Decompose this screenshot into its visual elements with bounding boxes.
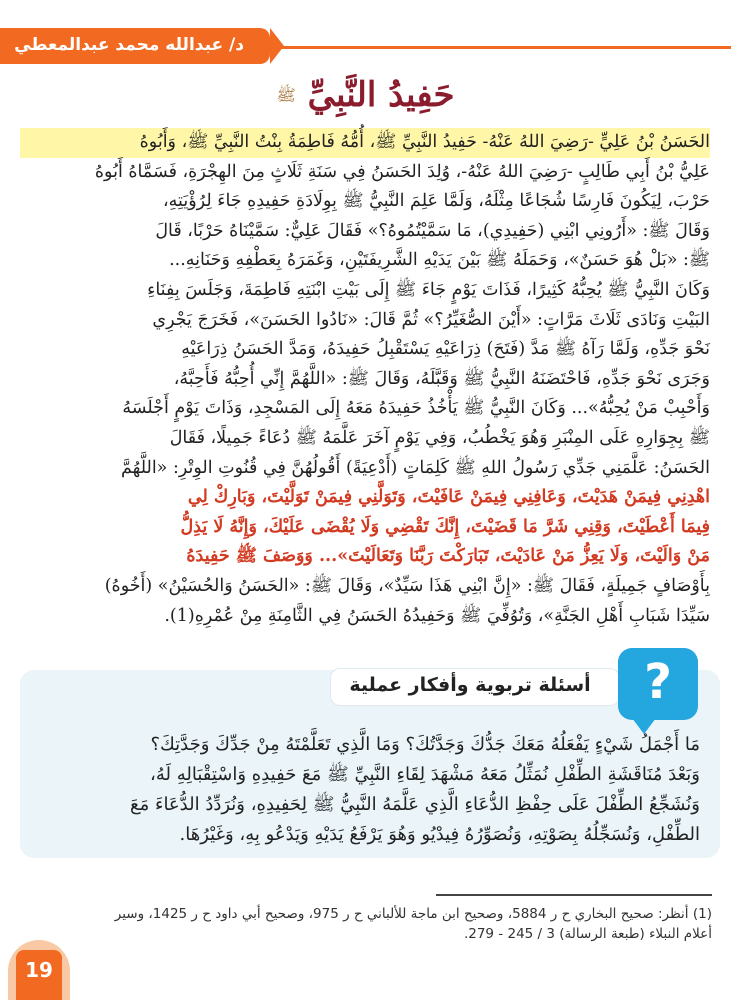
paragraph-line: الحَسَنُ بْنُ عَلِيٍّ -رَضِيَ اللهُ عَنْهُ- حَفِيدُ النَّبِيِّ ﷺ، أُمُّهُ فَاطِمَةُ بِنْتُ النَّبِيِّ ﷺ، وَأَبُوهُ [20, 128, 710, 158]
paragraph-line: ﷺ بِجِوَارِهِ عَلَى المِنْبَرِ وَهُوَ يَخْطُبُ، وَفِي يَوْمٍ آخَرَ عَلَّمَهُ ﷺ دُعَاءً جَمِيلًا، فَقَالَ [169, 427, 710, 448]
questions-title: أسئلة تربوية وأفكار عملية [349, 674, 591, 696]
paragraph-line: حَرْبَ، لِيَكُونَ فَارِسًا شُجَاعًا مِثْلَهُ، وَلَمَّا عَلِمَ النَّبِيُّ ﷺ بِوِلَادَةِ حَفِيدِهِ جَاءَ لِرُؤْيَتِهِ، [163, 191, 710, 212]
paragraph-line: وَجَرَى نَحْوَ جَدِّهِ، فَاحْتَضَنَهُ النَّبِيُّ ﷺ وَقَبَّلَهُ، وَقَالَ ﷺ: «اللَّهُمَّ إِنِّي أُحِبُّهُ فَأَحِبَّهُ، [173, 368, 710, 389]
header-rule [270, 46, 731, 49]
question-line: الطِّفْلِ، وَنُسَجِّلُهُ بِصَوْتِهِ، وَنُصَوِّرُهُ فِيدْيُو وَهُوَ يَرْفَعُ يَدَيْهِ وَيَدْعُو بِهِ، وَغَيْرُهَا. [179, 824, 700, 845]
paragraph-line: وَقَالَ ﷺ: «أَرُونِي ابْنِي (حَفِيدِي)، مَا سَمَّيْتُمُوهُ؟» فَقَالَ عَلِيٌّ: سَمَّيْنَاهُ حَرْبًا، قَالَ [155, 220, 710, 241]
body-paragraph [20, 128, 710, 631]
paragraph-line: سَيِّدَا شَبَابِ أَهْلِ الجَنَّةِ»، وَتُوُفِّيَ ﷺ وَحَفِيدُهُ الحَسَنُ فِي الثَّامِنَةِ مِنْ عُمْرِهِ(1). [164, 605, 710, 626]
paragraph-line: وَأَحْبِبْ مَنْ يُحِبُّهُ»... وَكَانَ النَّبِيُّ ﷺ يَأْخُذُ حَفِيدَهُ مَعَهُ إِلَى المَسْجِدِ، وَذَاتَ يَوْمٍ أَجْلَسَهُ [122, 398, 710, 419]
question-line: وَنُشَجِّعُ الطِّفْلَ عَلَى حِفْظِ الدُّعَاءِ الَّذِي عَلَّمَهُ النَّبِيُّ ﷺ لِحَفِيدِهِ، وَنُرَدِّدُ الدُّعَاءَ مَعَ [130, 794, 700, 815]
footnote-divider [436, 894, 712, 896]
page-title [0, 75, 731, 115]
paragraph-line-dua: فِيمَا أَعْطَيْتَ، وَقِنِي شَرَّ مَا قَضَيْتَ، إِنَّكَ تَقْضِي وَلَا يُقْضَى عَلَيْكَ، وَإِنَّهُ لَا يَذِلُّ [180, 516, 710, 537]
page-title-text: حَفِيدُ النَّبِيِّ [307, 75, 455, 115]
paragraph-line: بِأَوْصَافٍ جَمِيلَةٍ، فَقَالَ ﷺ: «إِنَّ ابْنِي هَذَا سَيِّدٌ»، وَقَالَ ﷺ: «الحَسَنُ وَالحُسَيْنُ» (أَخُوهُ) [104, 575, 710, 596]
questions-text [40, 730, 700, 850]
author-name: د/ عبدالله محمد عبدالمعطي [14, 35, 244, 55]
paragraph-line-dua: مَنْ وَالَيْتَ، وَلَا يَعِزُّ مَنْ عَادَيْتَ، تَبَارَكْتَ رَبَّنَا وَتَعَالَيْتَ»... وَوَصَفَ ﷺ حَفِيدَهُ [186, 546, 710, 567]
paragraph-line: عَلِيُّ بْنُ أَبِي طَالِبٍ -رَضِيَ اللهُ عَنْهُ-، وُلِدَ الحَسَنُ فِي سَنَةِ ثَلَاثٍ مِنَ الهِجْرَةِ، فَسَمَّاهُ أَبُوهُ [94, 161, 710, 182]
paragraph-line: نَحْوَ جَدِّهِ، وَلَمَّا رَآهُ ﷺ مَدَّ (فَتَحَ) ذِرَاعَيْهِ يَسْتَقْبِلُ حَفِيدَهُ، وَمَدَّ الحَسَنُ ذِرَاعَيْهِ [181, 339, 710, 360]
footnote-line: أعلام النبلاء (طبعة الرسالة) 3 / 245 - 279. [463, 926, 712, 942]
paragraph-line-dua: اهْدِنِي فِيمَنْ هَدَيْتَ، وَعَافِنِي فِيمَنْ عَافَيْتَ، وَتَوَلَّنِي فِيمَنْ تَوَلَّيْتَ، وَبَارِكْ لِي [187, 487, 710, 508]
footnote-line: (1) أنظر: صحيح البخاري ح ر 5884، وصحيح ابن ماجة للألباني ح ر 975، وصحيح أبي داود ح ر 1425، وسير [114, 906, 712, 922]
salawat-icon: ﷺ [276, 85, 296, 105]
page-number: 19 [25, 958, 53, 982]
question-line: وَبَعْدَ مُنَاقَشَةِ الطِّفْلِ نُمَثِّلُ مَعَهُ مَشْهَدَ لِقَاءِ النَّبِيِّ ﷺ مَعَ حَفِيدِهِ وَاسْتِقْبَالِهِ لَهُ، [150, 764, 700, 785]
footnote [20, 904, 712, 944]
paragraph-line: وَكَانَ النَّبِيُّ ﷺ يُحِبُّهُ كَثِيرًا، فَذَاتَ يَوْمٍ جَاءَ ﷺ إِلَى بَيْتِ ابْنَتِهِ فَاطِمَةَ، وَجَلَسَ بِفِنَاءِ [147, 279, 710, 300]
paragraph-line: الحَسَنُ: عَلَّمَنِي جَدِّي رَسُولُ اللهِ ﷺ كَلِمَاتٍ (أَدْعِيَةً) أَقُولُهُنَّ فِي قُنُوتِ الوِتْرِ: «اللَّهُمَّ [120, 457, 710, 478]
question-line: مَا أَجْمَلُ شَيْءٍ يَفْعَلُهُ مَعَكَ جَدُّكَ وَجَدَّتُكَ؟ وَمَا الَّذِي تَعَلَّمْتَهُ مِنْ جَدِّكَ وَجَدَّتِكَ؟ [150, 734, 700, 755]
paragraph-line: ﷺ: «بَلْ هُوَ حَسَنٌ»، وَحَمَلَهُ ﷺ بَيْنَ يَدَيْهِ الشَّرِيفَتَيْنِ، وَغَمَرَهُ بِعَطْفِهِ وَحَنَانِهِ... [169, 250, 710, 271]
paragraph-line: البَيْتِ وَنَادَى ثَلَاثَ مَرَّاتٍ: «أَيْنَ الصُّغَيِّرُ؟» ثُمَّ قَالَ: «نَادُوا الحَسَنَ»، فَخَرَجَ يَجْرِي [152, 309, 710, 330]
question-mark-icon: ? [644, 654, 672, 710]
